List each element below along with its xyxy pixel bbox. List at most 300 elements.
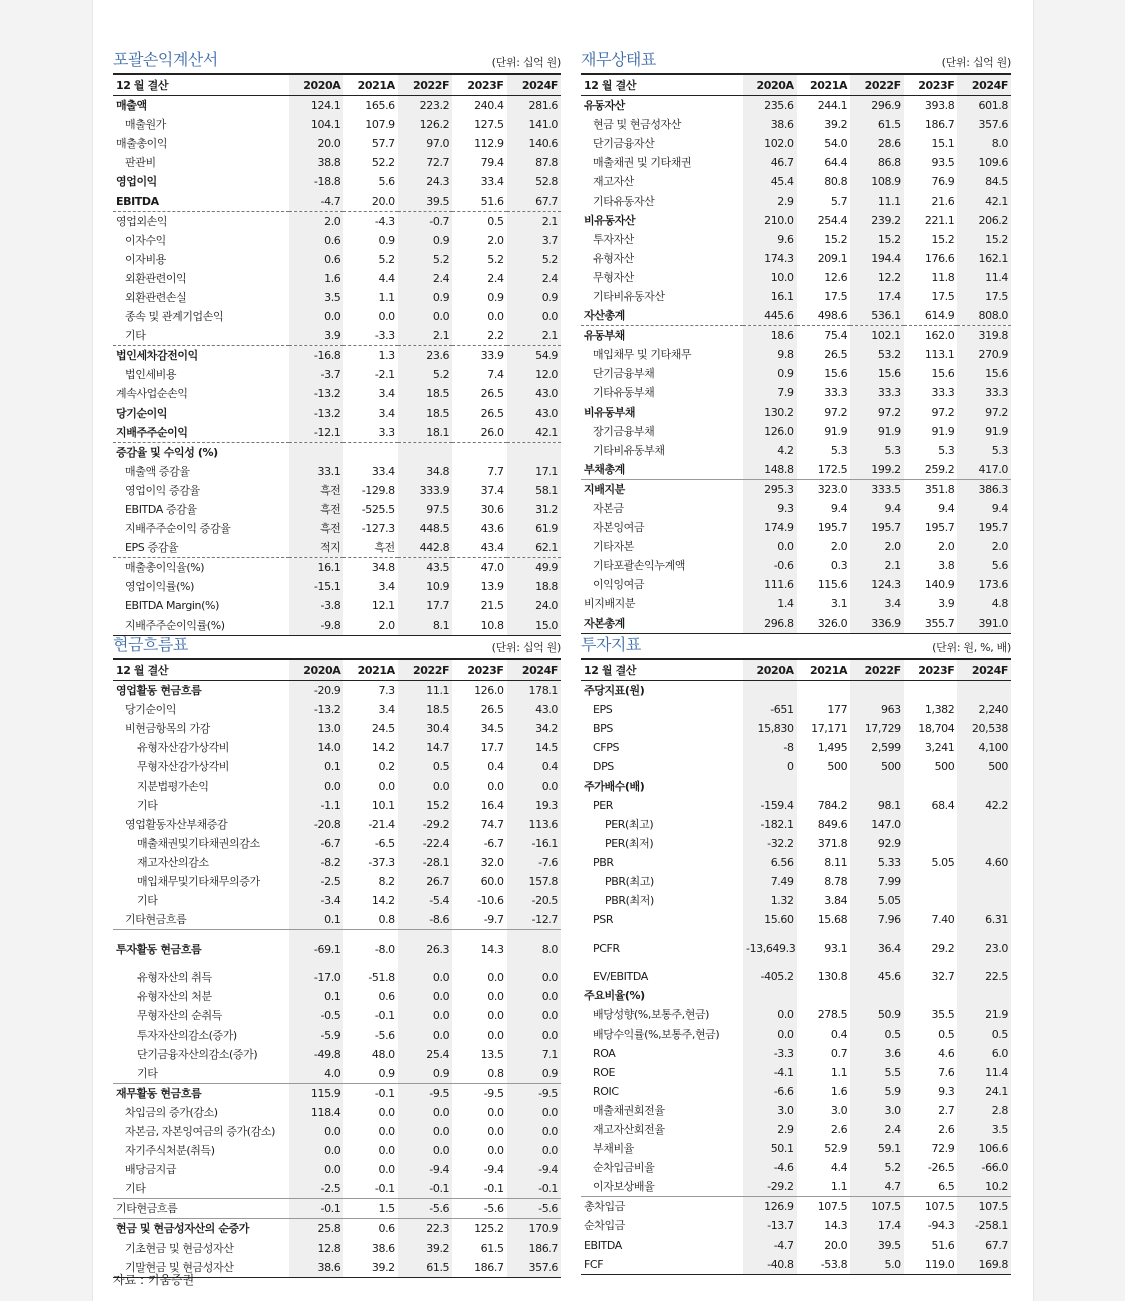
cell-value: 53.2 — [850, 345, 904, 364]
panel-header — [113, 633, 561, 660]
table-row — [113, 776, 561, 795]
cell-value: 169.8 — [957, 1255, 1011, 1275]
cell-value — [850, 986, 904, 1005]
cell-value: 4.7 — [850, 1177, 904, 1197]
cell-value: 5.05 — [850, 891, 904, 910]
table-row — [581, 441, 1011, 460]
cell-value: 26.5 — [824, 348, 848, 362]
table-row — [113, 738, 561, 757]
cell-value: -69.1 — [289, 930, 343, 969]
cell-value: -0.1 — [374, 1182, 395, 1196]
cell-value: 12.0 — [507, 365, 561, 384]
cell-value: 3.5 — [289, 288, 343, 307]
cell-value: 112.9 — [474, 137, 504, 151]
cell-value: 26.3 — [398, 930, 452, 969]
table-row — [113, 115, 561, 134]
cell-value: 9.4 — [957, 499, 1011, 518]
row-label: 단기금융부채 — [593, 367, 655, 381]
cell-value: 5.6 — [378, 175, 395, 189]
cell-value: 9.4 — [938, 502, 955, 516]
cell-value: 22.5 — [957, 967, 1011, 986]
cell-value: 17.4 — [850, 287, 904, 306]
row-label: 영업이익률(%) — [125, 580, 194, 594]
cell-value: 1.4 — [743, 594, 797, 613]
income-statement-table — [113, 75, 561, 636]
table-row — [581, 537, 1011, 556]
cell-value: 0.5 — [452, 211, 506, 231]
cell-value: 79.4 — [480, 156, 504, 170]
row-label: 증감율 및 수익성 (%) — [113, 442, 289, 462]
row-label: 주당지표(원) — [584, 684, 645, 698]
row-label: 유동자산 — [584, 99, 625, 113]
cell-value: 30.6 — [480, 503, 504, 517]
cell-value: 1.1 — [830, 1180, 848, 1194]
cell-value: 26.5 — [480, 406, 504, 420]
cell-value: 38.6 — [371, 1241, 395, 1255]
row-label: ROE — [593, 1065, 616, 1079]
header-period-label: 12 월 결산 — [113, 75, 289, 96]
row-label: 무형자산감가상각비 — [137, 760, 230, 774]
cell-value — [957, 872, 1011, 891]
cell-value: 0.5 — [850, 1025, 904, 1044]
cash-flow-table — [113, 660, 561, 1278]
row-label: 투자활동 현금흐름 — [113, 930, 289, 969]
cell-value: 97.2 — [957, 403, 1011, 422]
cell-value: 3.9 — [289, 326, 343, 346]
cell-value: 39.5 — [398, 191, 452, 211]
row-label: 자본금, 자본잉여금의 증가(감소) — [125, 1125, 276, 1139]
cell-value: 98.1 — [850, 796, 904, 815]
cell-value: -5.9 — [289, 1026, 343, 1045]
cell-value: 223.2 — [398, 96, 452, 116]
cell-value: 6.0 — [957, 1044, 1011, 1063]
cell-value: 0.0 — [507, 1006, 561, 1025]
cell-value: 39.2 — [824, 118, 848, 132]
cell-value: 80.8 — [824, 175, 848, 189]
row-label: EV/EBITDA — [593, 970, 648, 984]
table-row — [113, 700, 561, 719]
cell-value: 0 — [743, 757, 797, 776]
row-label: PER(최고) — [605, 817, 654, 831]
cell-value: -129.8 — [361, 483, 395, 497]
cell-value: 0.6 — [289, 250, 343, 269]
investment-indicators-panel — [581, 633, 1011, 1275]
table-row — [581, 1101, 1011, 1120]
cell-value: 333.5 — [850, 479, 904, 499]
header-period-label: 12 월 결산 — [581, 660, 743, 681]
cell-value: -0.1 — [507, 1179, 561, 1199]
table-row — [581, 556, 1011, 575]
cell-value: 2.1 — [850, 556, 904, 575]
cell-value: 113.6 — [507, 815, 561, 834]
cell-value: 808.0 — [957, 306, 1011, 326]
cell-value: 2.4 — [487, 271, 504, 285]
cell-value: 0.8 — [487, 1066, 504, 1080]
cell-value: -49.8 — [289, 1045, 343, 1064]
cell-value: 0.9 — [398, 1064, 452, 1084]
cell-value: -22.4 — [398, 834, 452, 853]
cell-value: 0.4 — [507, 757, 561, 776]
cell-value: 75.4 — [797, 326, 851, 346]
cell-value — [957, 776, 1011, 795]
row-label: EPS 증감율 — [125, 541, 179, 555]
cell-value: 17.5 — [957, 287, 1011, 306]
cell-value: 13.0 — [289, 719, 343, 738]
table-row — [113, 519, 561, 538]
cell-value: 61.5 — [480, 1241, 504, 1255]
cell-value: 0.0 — [487, 1028, 504, 1042]
cell-value: 240.4 — [474, 99, 504, 113]
header-year: 2022F — [850, 75, 904, 96]
cell-value: 0.0 — [398, 987, 452, 1006]
cell-value: 97.0 — [398, 134, 452, 153]
cell-value: 326.0 — [797, 614, 851, 634]
row-label: 매출총이익율(%) — [113, 558, 289, 578]
table-row — [113, 1219, 561, 1239]
cell-value: 11.4 — [957, 268, 1011, 287]
cell-value: -20.8 — [289, 815, 343, 834]
table-row — [113, 462, 561, 481]
row-label: PCFR — [593, 941, 620, 955]
unit-label: (단위: 십억 원) — [491, 641, 561, 654]
cell-value: 51.6 — [480, 194, 504, 208]
cell-value: 18,704 — [918, 722, 955, 736]
cell-value: 10.8 — [452, 616, 506, 636]
table-row — [581, 776, 1011, 795]
cell-value: 72.9 — [931, 1142, 955, 1156]
cell-value: 54.0 — [824, 137, 848, 151]
cell-value — [904, 986, 958, 1005]
cell-value: 9.3 — [743, 499, 797, 518]
cell-value: 11.8 — [931, 270, 955, 284]
cell-value: 31.2 — [507, 500, 561, 519]
cash-flow-panel — [113, 633, 561, 1278]
header-year: 2024F — [957, 75, 1011, 96]
table-row — [581, 910, 1011, 929]
row-label: 투자자산 — [593, 232, 634, 246]
source-note: 자료 : 키움증권 — [113, 1273, 195, 1287]
cell-value: -13.7 — [743, 1216, 797, 1235]
cell-value: 3.4 — [378, 406, 395, 420]
cell-value: 784.2 — [817, 798, 848, 812]
table-row — [113, 500, 561, 519]
cell-value: 86.8 — [850, 153, 904, 172]
row-label: 기타포괄손익누계액 — [593, 559, 686, 573]
cell-value: 0.6 — [343, 1219, 397, 1239]
row-label: 자기주식처분(취득) — [125, 1144, 215, 1158]
cell-value: 43.0 — [507, 700, 561, 719]
cell-value: -5.6 — [507, 1199, 561, 1219]
cell-value: -258.1 — [957, 1216, 1011, 1235]
table-row — [581, 738, 1011, 757]
panel-title: 포괄손익계산서 — [113, 50, 218, 69]
cell-value: 107.5 — [850, 1197, 904, 1217]
cell-value: 93.1 — [824, 941, 848, 955]
cell-value: 5.33 — [850, 853, 904, 872]
cell-value: -18.8 — [289, 172, 343, 191]
cell-value: 849.6 — [817, 817, 848, 831]
cell-value: 8.78 — [824, 874, 848, 888]
table-row — [581, 681, 1011, 701]
cell-value: -8.6 — [398, 910, 452, 930]
cell-value: -9.4 — [483, 1163, 504, 1177]
table-row — [581, 364, 1011, 383]
cell-value: 43.5 — [398, 558, 452, 578]
cell-value: 125.2 — [452, 1219, 506, 1239]
table-row — [581, 700, 1011, 719]
row-label: 지배지분 — [581, 479, 743, 499]
row-label: 기타자본 — [593, 540, 634, 554]
cell-value: 107.9 — [365, 118, 395, 132]
cell-value: -4.7 — [743, 1236, 797, 1255]
cell-value: 0.0 — [743, 537, 797, 556]
row-label: 무형자산의 순취득 — [137, 1009, 222, 1023]
cell-value — [398, 442, 452, 462]
cell-value: 3.0 — [830, 1103, 848, 1117]
cell-value: 3.0 — [743, 1101, 797, 1120]
cell-value: 18.5 — [398, 384, 452, 403]
cell-value: 4.4 — [378, 271, 395, 285]
cell-value: 24.3 — [398, 172, 452, 191]
cell-value: 0.2 — [378, 760, 395, 774]
cell-value: 14.3 — [452, 930, 506, 969]
row-label: PSR — [593, 913, 614, 927]
cell-value: 3.8 — [938, 559, 955, 573]
cell-value: 21.6 — [931, 194, 955, 208]
cell-value: 2.0 — [938, 540, 955, 554]
cell-value: 147.0 — [850, 815, 904, 834]
table-row — [581, 96, 1011, 116]
cell-value: 0.0 — [487, 310, 504, 324]
cell-value: 52.2 — [371, 156, 395, 170]
cell-value: -127.3 — [361, 522, 395, 536]
table-row — [113, 910, 561, 930]
cell-value: 49.9 — [507, 558, 561, 578]
cell-value: 12.1 — [371, 599, 395, 613]
cell-value: 28.6 — [850, 134, 904, 153]
cell-value: 0.0 — [507, 987, 561, 1006]
cell-value: 3.0 — [850, 1101, 904, 1120]
cell-value: 33.4 — [480, 175, 504, 189]
row-label: EBITDA — [584, 1238, 622, 1252]
cell-value: 500 — [850, 757, 904, 776]
cell-value: 5.9 — [850, 1082, 904, 1101]
cell-value: 0.5 — [938, 1027, 955, 1041]
cell-value: 1.3 — [343, 346, 397, 366]
cell-value: 4.8 — [957, 594, 1011, 613]
cell-value: 0.0 — [398, 307, 452, 326]
cell-value: 0.0 — [507, 1122, 561, 1141]
cell-value: 38.6 — [743, 115, 797, 134]
cell-value: 113.1 — [924, 348, 955, 362]
table-row — [581, 1044, 1011, 1063]
table-row — [113, 231, 561, 250]
row-label: FCF — [581, 1255, 743, 1275]
cell-value: 4.4 — [830, 1161, 848, 1175]
cell-value: 5.6 — [957, 556, 1011, 575]
cell-value: 17,171 — [811, 722, 848, 736]
cell-value: 209.1 — [817, 251, 848, 265]
cell-value: 119.0 — [904, 1255, 958, 1275]
cell-value: -5.6 — [452, 1199, 506, 1219]
table-row — [581, 1063, 1011, 1082]
cell-value: 259.2 — [924, 462, 955, 476]
cell-value — [904, 834, 958, 853]
cell-value: 386.3 — [957, 479, 1011, 499]
cell-value: 5.05 — [931, 855, 955, 869]
cell-value: 2.4 — [850, 1120, 904, 1139]
cell-value: 3.84 — [824, 894, 848, 908]
cell-value: 0.9 — [398, 288, 452, 307]
row-label: 영업이익 증감율 — [125, 483, 200, 497]
cell-value: 22.3 — [398, 1219, 452, 1239]
table-row — [581, 796, 1011, 815]
cell-value: 5.3 — [830, 443, 848, 457]
row-label: 지배주주순이익 — [116, 425, 188, 439]
cell-value: -9.5 — [398, 1083, 452, 1103]
row-label: 비현금항목의 가감 — [125, 722, 210, 736]
cell-value: 2.0 — [957, 537, 1011, 556]
cell-value: 15.0 — [507, 616, 561, 636]
header-year: 2020A — [289, 75, 343, 96]
cell-value: 20.0 — [371, 194, 395, 208]
cell-value: 0.0 — [289, 1141, 343, 1160]
cell-value: 6.31 — [957, 910, 1011, 929]
table-row — [581, 499, 1011, 518]
cell-value: -0.1 — [343, 1083, 397, 1103]
cell-value: 2.7 — [938, 1103, 955, 1117]
cell-value: 239.2 — [850, 211, 904, 230]
cell-value: 141.0 — [507, 115, 561, 134]
cell-value: 176.6 — [924, 251, 955, 265]
cell-value: 12.2 — [850, 268, 904, 287]
cell-value: 614.9 — [924, 309, 955, 323]
cell-value: -17.0 — [289, 968, 343, 987]
table-row — [581, 757, 1011, 776]
cell-value: 111.6 — [743, 575, 797, 594]
cell-value: 16.4 — [480, 798, 504, 812]
cell-value: 84.5 — [957, 172, 1011, 191]
table-row — [113, 796, 561, 815]
cell-value: -0.5 — [289, 1006, 343, 1025]
cell-value: 61.5 — [398, 1258, 452, 1278]
row-label: 이자보상배율 — [593, 1180, 655, 1194]
cell-value: -4.7 — [289, 191, 343, 211]
cell-value: 21.5 — [480, 599, 504, 613]
row-label: EBITDA Margin(%) — [125, 599, 219, 613]
table-row — [581, 872, 1011, 891]
table-row — [581, 383, 1011, 402]
cell-value: 17.4 — [850, 1216, 904, 1235]
cell-value — [507, 442, 561, 462]
cell-value: 6.56 — [743, 853, 797, 872]
table-row — [113, 968, 561, 987]
cell-value: 0.1 — [289, 910, 343, 930]
cell-value: 2.6 — [938, 1123, 955, 1137]
table-row — [581, 1139, 1011, 1158]
cell-value: 2,240 — [957, 700, 1011, 719]
cell-value: 64.4 — [824, 156, 848, 170]
row-label: EPS — [593, 703, 613, 717]
cell-value: -7.6 — [507, 853, 561, 872]
cell-value: 1.1 — [378, 290, 395, 304]
cell-value: 2.8 — [957, 1101, 1011, 1120]
cell-value: -2.5 — [289, 1179, 343, 1199]
table-row — [113, 719, 561, 738]
table-row — [113, 538, 561, 558]
cell-value — [343, 442, 397, 462]
cell-value: 8.11 — [824, 855, 848, 869]
cell-value: 91.9 — [957, 422, 1011, 441]
cell-value — [904, 681, 958, 701]
row-label: 매출액 증감율 — [125, 464, 190, 478]
cell-value: 2.1 — [507, 211, 561, 231]
cell-value: 14.2 — [371, 741, 395, 755]
cell-value: 33.3 — [931, 386, 955, 400]
cell-value: 15.6 — [957, 364, 1011, 383]
cell-value: 0.9 — [487, 290, 504, 304]
row-label: DPS — [593, 760, 614, 774]
cell-value: 357.6 — [507, 1258, 561, 1278]
cell-value: 1.32 — [743, 891, 797, 910]
row-label: 장기금융부채 — [593, 424, 655, 438]
cell-value: 17.5 — [931, 289, 955, 303]
cell-value: 0.0 — [507, 1026, 561, 1045]
cell-value: 5.2 — [850, 1158, 904, 1177]
cell-value: 130.8 — [817, 970, 848, 984]
cell-value: 67.7 — [957, 1236, 1011, 1255]
cell-value: 7.49 — [743, 872, 797, 891]
cell-value: 281.6 — [507, 96, 561, 116]
cell-value: 206.2 — [957, 211, 1011, 230]
cell-value: -4.3 — [343, 211, 397, 231]
cell-value: 37.4 — [480, 483, 504, 497]
cell-value: 29.2 — [931, 941, 955, 955]
cell-value: 62.1 — [507, 538, 561, 558]
cell-value: -20.9 — [289, 681, 343, 701]
cell-value: 92.9 — [850, 834, 904, 853]
row-label: 판관비 — [125, 156, 156, 170]
row-label: 유동부채 — [581, 326, 743, 346]
cell-value: 0.0 — [398, 1026, 452, 1045]
cell-value: 0.0 — [507, 307, 561, 326]
cell-value: 0.9 — [507, 1064, 561, 1084]
cell-value: 296.9 — [850, 96, 904, 116]
table-row — [581, 191, 1011, 210]
table-row — [581, 306, 1011, 326]
cell-value: 32.0 — [480, 855, 504, 869]
row-label: 현금 및 현금성자산의 순증가 — [113, 1219, 289, 1239]
cell-value: 97.5 — [398, 500, 452, 519]
cell-value: -6.7 — [483, 836, 504, 850]
row-label: 투자자산의감소(증가) — [137, 1028, 237, 1042]
cell-value: 124.1 — [289, 96, 343, 116]
table-row — [113, 346, 561, 366]
row-label: 기타 — [137, 798, 158, 812]
cell-value: 323.0 — [797, 479, 851, 499]
cell-value — [904, 891, 958, 910]
table-row — [581, 986, 1011, 1005]
row-label: 법인세차감전이익 — [113, 346, 289, 366]
cell-value: 445.6 — [743, 306, 797, 326]
header-year: 2023F — [452, 75, 506, 96]
cell-value: 5.3 — [938, 443, 955, 457]
cell-value: 7.6 — [938, 1065, 955, 1079]
cell-value: 5.2 — [487, 252, 504, 266]
cell-value: 67.7 — [507, 191, 561, 211]
cell-value: -66.0 — [957, 1158, 1011, 1177]
header-year: 2022F — [398, 75, 452, 96]
